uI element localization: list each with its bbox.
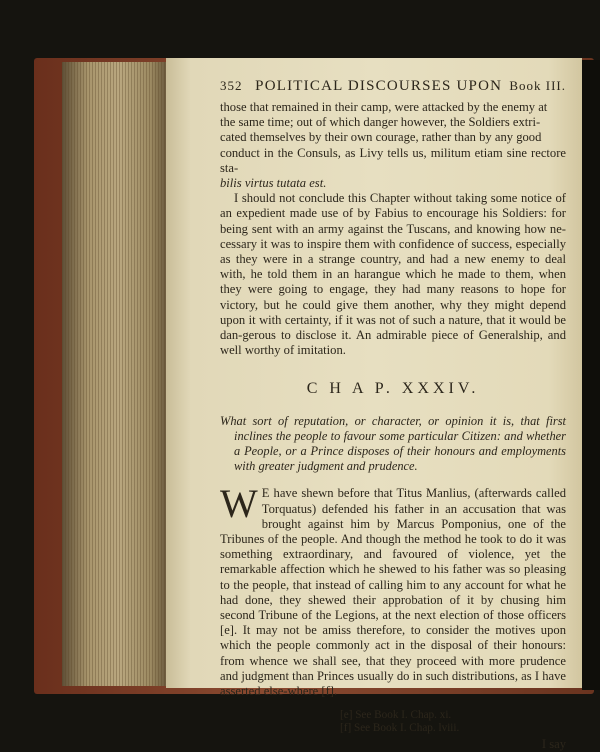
text-line: bilis virtus tutata est. (220, 176, 327, 191)
chapter-heading: C H A P. XXXIV. (306, 380, 480, 398)
chapter-summary-text: What sort of reputation, or character, or opinion it is, that first inclines the people to favour some particular Citizen: and whether a People, or a Prince disposes of their honours and employments with greater judgment and prudence. (220, 414, 566, 474)
chapter-summary (220, 414, 566, 474)
running-header (220, 78, 566, 98)
text-line: cated themselves by their own courage, rather than by any good (220, 130, 542, 145)
fabius-paragraph: I should not conclude this Chapter without taking some notice of an expedient made use of by Fabius to encourage his Soldiers: for being sent with an army against the Tuscans, and knowing how ne-cessary it was to inspire them with confidence of success, especially as they were in a strange country, and had a new enemy to deal with, he told them in an harangue which he made to them, when they were going to engage, they had many reasons to hope for victory, but he could give them another, why they might depend upon it with certainty, if it was not of such a nature, that it would be dan-gerous to disclose it. An admirable piece of Generalship, and well worthy of imitation. (220, 191, 566, 358)
chapter-opening-text: E have shewn before that Titus Manlius, (afterwards called Torquatus) defended his father in an accusation that was brought against him by Marcus Pomponius, one of the Tribunes of the people. And though the method he took to do it was something extraordinary, and favoured of violence, yet the remarkable affection which he shewed to his father was so pleasing to the people, that instead of calling him to any account for what he had done, they shewed their approbation of it by chusing him second Tribune of the Legions, at the next election of those officers [e]. It may not be amiss therefore, to consider the motives upon which the people commonly act in the disposal of their honours: from whence we shall see, that they proceed with more prudence and judgment than Princes usually do in such distributions, as I have asserted else-where [f]. (220, 486, 566, 699)
book-page (166, 58, 582, 752)
catchword: I say (541, 737, 566, 752)
page-content (220, 78, 566, 752)
footnotes (340, 709, 566, 735)
page-block-edges (62, 62, 166, 686)
page-number: 352 (220, 78, 243, 93)
continuation-paragraph (220, 100, 566, 191)
footnote: [e] See Book I. Chap. xi. (340, 709, 452, 722)
running-title: POLITICAL DISCOURSES UPON (255, 78, 503, 94)
footnote: [f] See Book I. Chap. lviii. (340, 722, 460, 735)
text-line: conduct in the Consuls, as Livy tells us, militum etiam sine rectore sta- (220, 145, 566, 175)
chapter-opening-paragraph (220, 481, 566, 699)
book-label: Book III. (509, 78, 566, 93)
drop-cap: W (220, 481, 258, 527)
background-shadow (582, 60, 600, 690)
text-line: the same time; out of which danger however, the Soldiers extri- (220, 115, 541, 130)
text-line: those that remained in their camp, were attacked by the enemy at (220, 100, 548, 114)
